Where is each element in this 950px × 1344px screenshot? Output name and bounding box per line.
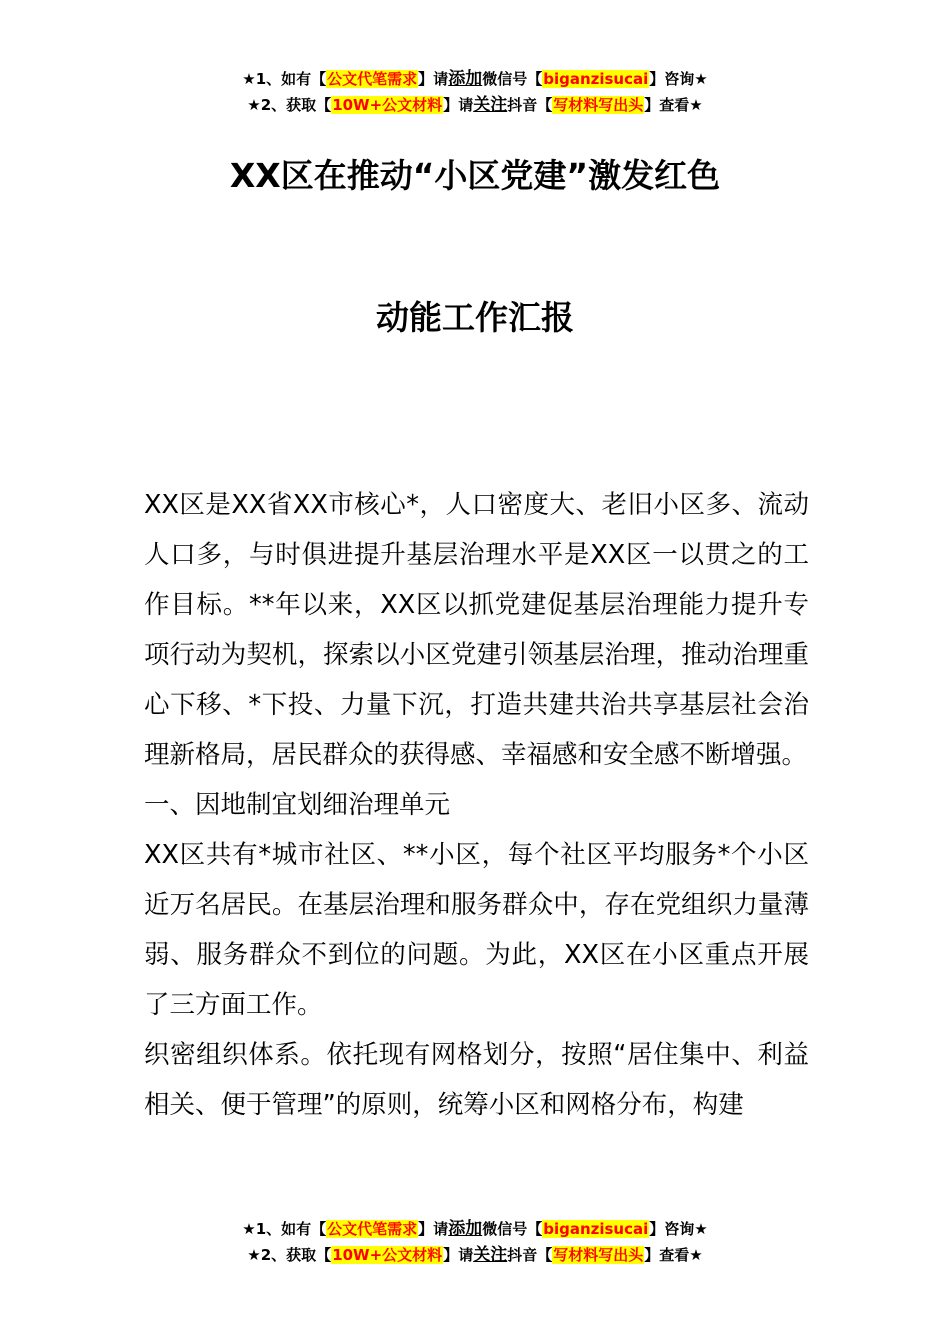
banner-text: 】请 — [418, 70, 449, 88]
document-body — [144, 480, 809, 1130]
banner-highlight: 公文代笔需求 — [327, 70, 418, 88]
banner-underlined: 关注 — [473, 1245, 508, 1265]
banner-line-2 — [0, 92, 950, 118]
banner-text: 】查看★ — [644, 96, 703, 114]
banner-text: 】请 — [443, 96, 474, 114]
document-title-line-2: 动能工作汇报 — [376, 298, 574, 337]
banner-highlight: biganzisucai — [543, 70, 649, 88]
banner-text: 微信号【 — [482, 70, 543, 88]
banner-highlight: 10W+公文材料 — [332, 1246, 443, 1264]
section-heading: 一、因地制宜划细治理单元 — [144, 790, 451, 820]
paragraph-section-1: XX区共有*城市社区、**小区，每个社区平均服务*个小区近万名居民。在基层治理和服务群众中，存在党组织力量薄弱、服务群众不到位的问题。为此，XX区在小区重点开展了三方面工作。 — [144, 840, 809, 1020]
paragraph-organization: 织密组织体系。依托现有网格划分，按照“居住集中、利益相关、便于管理”的原则，统筹小区和网格分布，构建 — [144, 1040, 809, 1120]
paragraph-intro: XX区是XX省XX市核心*，人口密度大、老旧小区多、流动人口多，与时俱进提升基层治理水平是XX区一以贯之的工作目标。**年以来，XX区以抓党建促基层治理能力提升专项行动为契机，探索以小区党建引领基层治理，推动治理重心下移、*下投、力量下沉，打造共建共治共享基层社会治理新格局，居民群众的获得感、幸福感和安全感不断增强。 — [144, 490, 809, 770]
banner-highlight: 10W+公文材料 — [332, 96, 443, 114]
banner-text: ★1、如有【 — [242, 70, 327, 88]
banner-underlined: 添加 — [448, 69, 483, 89]
banner-underlined: 添加 — [448, 1219, 483, 1239]
banner-underlined: 关注 — [473, 95, 508, 115]
banner-line-2 — [0, 1242, 950, 1268]
banner-highlight: 公文代笔需求 — [327, 1220, 418, 1238]
banner-text: 】查看★ — [644, 1246, 703, 1264]
top-banner — [0, 66, 950, 118]
banner-text: 】咨询★ — [649, 70, 708, 88]
banner-line-1 — [0, 1216, 950, 1242]
banner-text: 抖音【 — [507, 96, 553, 114]
banner-line-1 — [0, 66, 950, 92]
banner-highlight: 写材料写出头 — [553, 1246, 644, 1264]
bottom-banner — [0, 1216, 950, 1268]
banner-highlight: 写材料写出头 — [553, 96, 644, 114]
banner-text: 抖音【 — [507, 1246, 553, 1264]
banner-highlight: biganzisucai — [543, 1220, 649, 1238]
banner-text: 】咨询★ — [649, 1220, 708, 1238]
banner-text: 】请 — [443, 1246, 474, 1264]
banner-text: ★2、获取【 — [247, 96, 332, 114]
banner-text: 微信号【 — [482, 1220, 543, 1238]
banner-text: ★2、获取【 — [247, 1246, 332, 1264]
document-title-line-1: XX区在推动“小区党建”激发红色 — [229, 156, 721, 195]
banner-text: ★1、如有【 — [242, 1220, 327, 1238]
banner-text: 】请 — [418, 1220, 449, 1238]
